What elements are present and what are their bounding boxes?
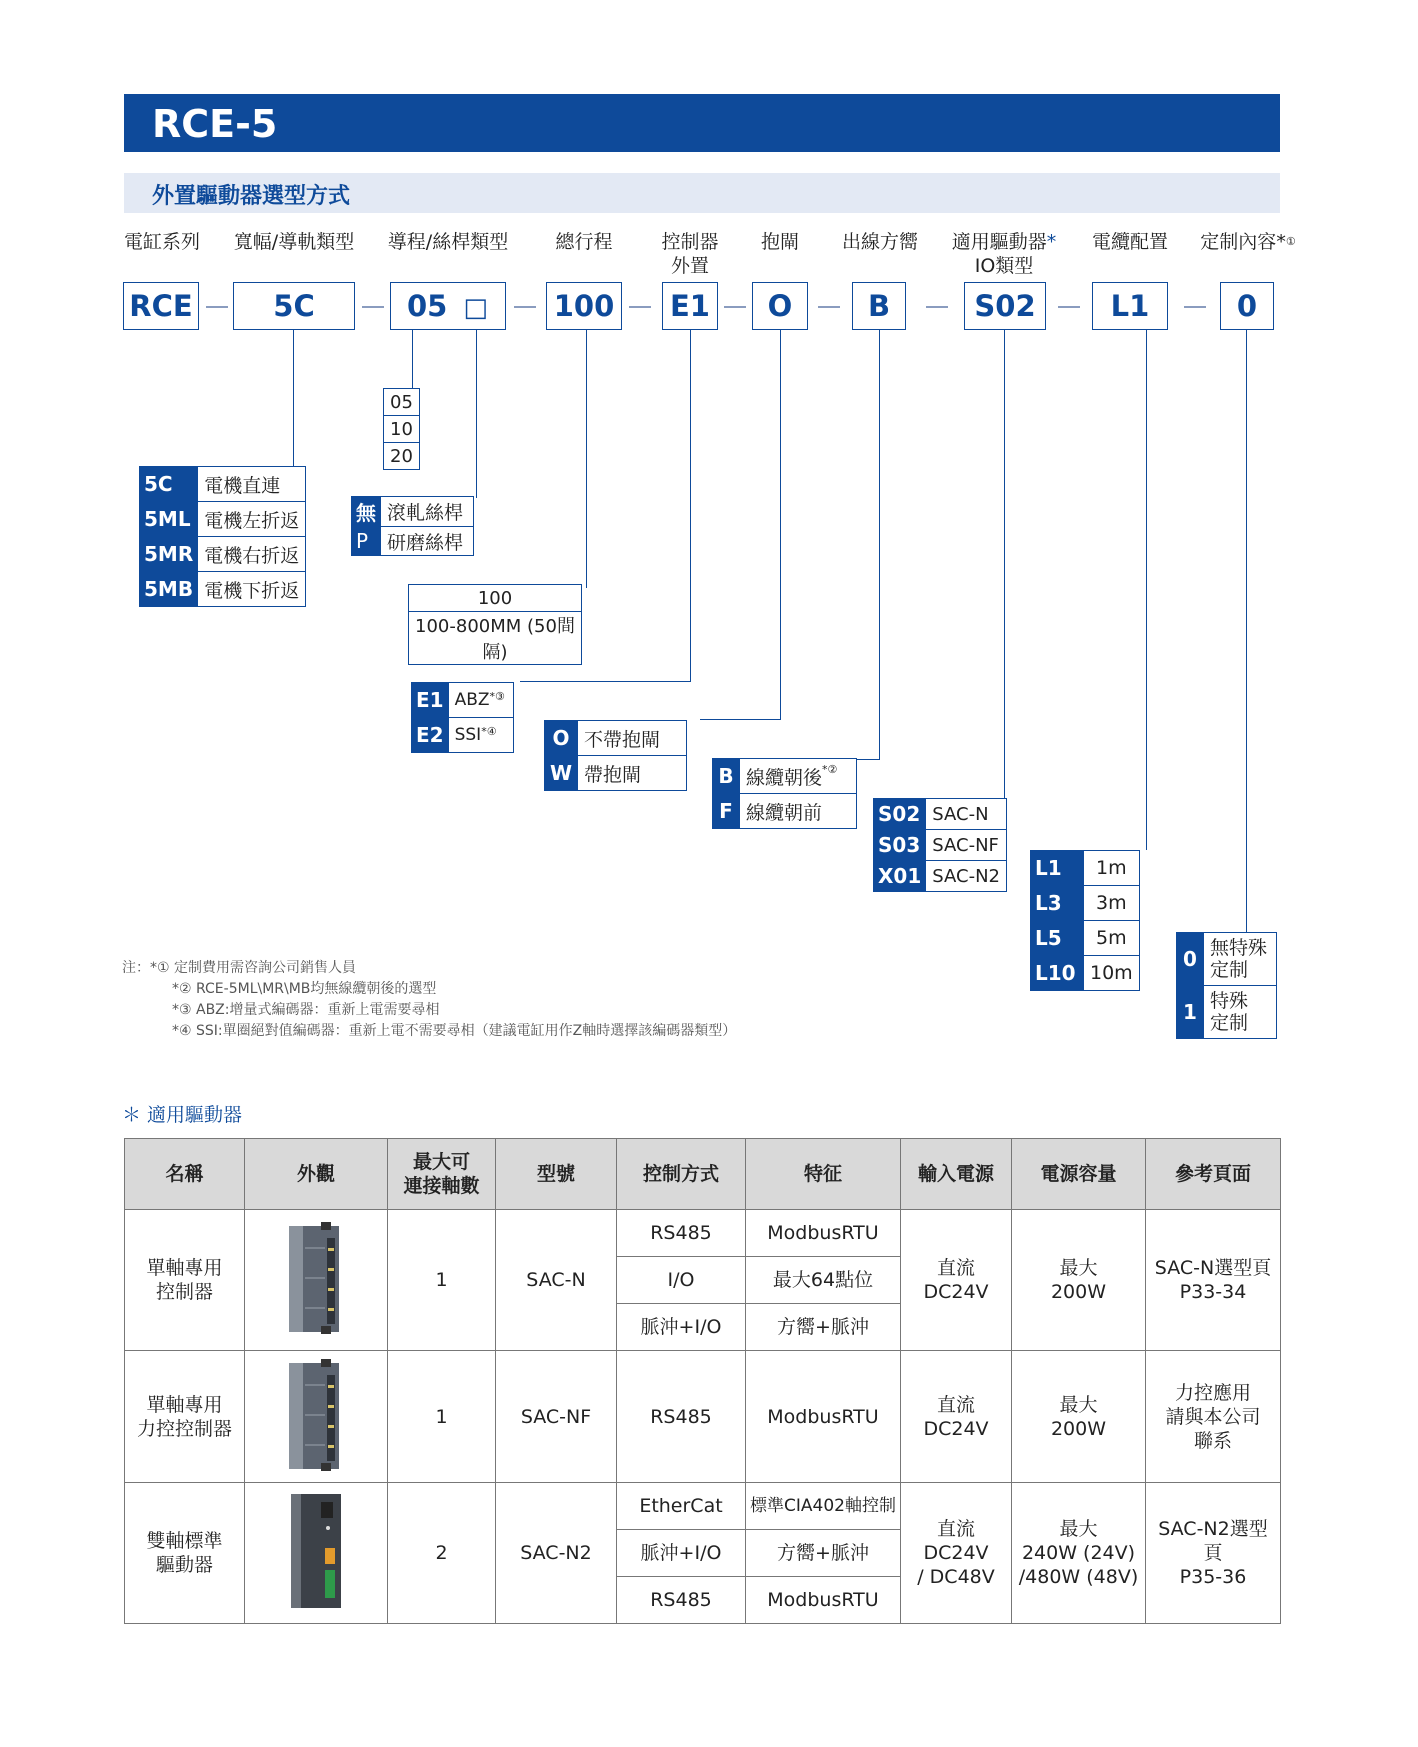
section-title: 外置驅動器選型方式 — [152, 184, 351, 209]
cable-dir-options-table — [712, 758, 857, 829]
option-code: L5 — [1031, 921, 1084, 956]
connector-line — [690, 330, 691, 682]
option-code: O — [545, 721, 578, 756]
model-cell: SAC-N — [496, 1210, 617, 1351]
col-header: 型號 — [496, 1139, 617, 1210]
header-custom-label: 定制內容 — [1200, 231, 1277, 253]
option-label: 電機右折返 — [198, 537, 306, 572]
connector-line — [780, 330, 781, 720]
option-label-cell — [448, 683, 513, 718]
feature-cell: 標準CIA402軸控制 — [746, 1483, 901, 1530]
option-code: W — [545, 756, 578, 791]
table-row — [125, 1483, 1281, 1530]
option-code: B — [713, 759, 740, 794]
code-brake: O — [752, 282, 808, 330]
option-label: 10m — [1084, 956, 1140, 991]
option-code: L1 — [1031, 851, 1084, 886]
option-row — [140, 537, 306, 572]
option-label-cell — [1204, 986, 1277, 1039]
code-encoder: E1 — [662, 282, 718, 330]
dash — [362, 306, 384, 308]
option-code: L10 — [1031, 956, 1084, 991]
control-cell: I/O — [617, 1257, 746, 1304]
driver-device-image — [281, 1488, 351, 1612]
model-cell: SAC-N2 — [496, 1483, 617, 1624]
option-label: 電機左折返 — [198, 502, 306, 537]
cell-line: 力控控制器 — [136, 1417, 232, 1440]
page-title: RCE-5 — [152, 102, 278, 146]
stroke-option: 100 — [409, 585, 582, 612]
option-label: 定制 — [1210, 1012, 1249, 1034]
note-line: *④ SSI:單圈絕對值編碼器：重新上電不需要尋相（建議電缸用作Z軸時選擇該編碼器類型） — [172, 1023, 737, 1039]
option-label-cell — [740, 759, 857, 794]
col-header-line: 最大可 — [412, 1151, 470, 1173]
cell-line: P33-34 — [1179, 1281, 1247, 1303]
feature-cell: ModbusRTU — [746, 1351, 901, 1483]
dash — [1184, 306, 1206, 308]
option-code: E1 — [412, 683, 449, 718]
option-label: 特殊 — [1210, 990, 1249, 1012]
note-line: *③ ABZ:增量式編碼器：重新上電需要尋相 — [172, 1002, 440, 1018]
option-label: 線纜朝後 — [746, 766, 823, 789]
power-cell — [901, 1483, 1012, 1624]
note-ref-mark: *④ — [481, 725, 497, 738]
col-header: 控制方式 — [617, 1139, 746, 1210]
option-code: 無 — [352, 497, 381, 527]
stroke-option: 100-800MM (50間隔) — [409, 612, 582, 665]
brake-options-table — [544, 720, 687, 791]
header-driver-line1: 適用驅動器 — [951, 231, 1047, 253]
option-label: 滾軋絲桿 — [381, 497, 474, 527]
cell-line: DC24V — [923, 1542, 989, 1564]
option-row — [140, 572, 306, 607]
header-driver — [946, 230, 1062, 278]
code-cable-len: L1 — [1092, 282, 1168, 330]
header-controller-line2: 外置 — [670, 255, 709, 277]
option-label: 5m — [1084, 921, 1140, 956]
header-series: 電缸系列 — [123, 231, 200, 253]
option-label-cell — [1204, 933, 1277, 986]
feature-cell: 方嚮+脈沖 — [746, 1304, 901, 1351]
cell-line: SAC-N2選型頁 — [1158, 1518, 1268, 1564]
cell-line: 最大 — [1059, 1393, 1098, 1416]
note-ref-mark: *② — [822, 762, 838, 776]
dash — [514, 306, 536, 308]
connector-line — [700, 719, 781, 720]
connector-line — [1146, 330, 1147, 850]
notes — [122, 958, 736, 1042]
screw-options-table — [351, 496, 474, 556]
code-cable-dir: B — [852, 282, 906, 330]
driver-options-table — [873, 798, 1007, 892]
option-label: 1m — [1084, 851, 1140, 886]
header-controller-line1: 控制器 — [661, 231, 719, 253]
width-options-table — [139, 466, 306, 607]
header-lead: 導程/絲桿類型 — [387, 231, 509, 253]
connector-line — [1004, 330, 1005, 814]
option-label: 帶抱閘 — [578, 756, 687, 791]
header-driver-line2: IO類型 — [974, 255, 1034, 277]
option-label: 研磨絲桿 — [381, 527, 474, 556]
dash — [818, 306, 840, 308]
feature-cell: ModbusRTU — [746, 1210, 901, 1257]
custom-options-table — [1176, 932, 1277, 1039]
connector-line — [412, 330, 413, 388]
control-cell: 脈沖+I/O — [617, 1530, 746, 1577]
option-row — [140, 467, 306, 502]
driver-section-label: ＊ 適用驅動器 — [122, 1104, 243, 1126]
name-cell — [125, 1210, 245, 1351]
dash — [926, 306, 948, 308]
feature-cell: 方嚮+脈沖 — [746, 1530, 901, 1577]
control-cell: EtherCat — [617, 1483, 746, 1530]
cell-line: 聯系 — [1193, 1429, 1232, 1452]
code-lead-value: 05 — [407, 289, 448, 323]
cell-line: 單軸專用 — [146, 1393, 223, 1416]
col-header-line: 連接軸數 — [403, 1175, 480, 1197]
lead-value: 10 — [384, 416, 420, 443]
asterisk-mark: * — [1276, 231, 1286, 253]
col-header: 外觀 — [245, 1139, 388, 1210]
encoder-options-table — [411, 682, 514, 753]
cell-line: P35-36 — [1179, 1566, 1247, 1588]
dash — [629, 306, 651, 308]
col-header: 輸入電源 — [901, 1139, 1012, 1210]
name-cell — [125, 1483, 245, 1624]
table-header-row — [125, 1139, 1281, 1210]
cell-line: 直流 — [936, 1257, 975, 1279]
page-cell — [1146, 1483, 1281, 1624]
page-cell — [1146, 1351, 1281, 1483]
option-label: SAC-N2 — [926, 861, 1007, 892]
connector-line — [293, 330, 294, 468]
cell-line: DC24V — [923, 1281, 989, 1303]
device-image-cell — [245, 1351, 388, 1483]
connector-line — [879, 330, 880, 760]
option-label-cell — [448, 718, 513, 753]
note-line: 注：*① 定制費用需咨詢公司銷售人員 — [122, 960, 357, 976]
option-label: SSI — [454, 725, 482, 745]
header-stroke: 總行程 — [555, 231, 613, 253]
cell-line: DC24V — [923, 1417, 989, 1440]
header-controller — [650, 230, 730, 278]
option-code: 0 — [1177, 933, 1204, 986]
option-code: 5ML — [140, 502, 198, 537]
lead-values-table — [383, 388, 420, 470]
code-series: RCE — [123, 282, 199, 330]
cell-line: / DC48V — [917, 1566, 995, 1588]
option-label: SAC-N — [926, 799, 1007, 830]
page-cell — [1146, 1210, 1281, 1351]
option-label: SAC-NF — [926, 830, 1007, 861]
dash — [724, 306, 746, 308]
power-cell — [901, 1351, 1012, 1483]
axes-cell: 1 — [388, 1351, 496, 1483]
connector-line — [520, 681, 691, 682]
option-row — [140, 502, 306, 537]
option-code: P — [352, 527, 381, 556]
lead-value: 05 — [384, 389, 420, 416]
code-lead — [390, 282, 506, 330]
option-label: ABZ — [454, 690, 490, 710]
code-driver: S02 — [964, 282, 1046, 330]
control-cell: RS485 — [617, 1577, 746, 1624]
option-code: 5MB — [140, 572, 198, 607]
option-code: 5C — [140, 467, 198, 502]
header-custom — [1196, 230, 1300, 254]
header-cable-dir: 出線方嚮 — [841, 231, 918, 253]
cell-line: 請與本公司 — [1165, 1405, 1261, 1428]
cell-line: 控制器 — [155, 1281, 213, 1303]
device-image-cell — [245, 1210, 388, 1351]
connector-line — [476, 330, 477, 498]
option-code: 1 — [1177, 986, 1204, 1039]
option-label: 線纜朝前 — [740, 794, 857, 829]
capacity-cell — [1012, 1351, 1146, 1483]
cable-options-table — [1030, 850, 1140, 991]
model-cell: SAC-NF — [496, 1351, 617, 1483]
option-code: S03 — [874, 830, 926, 861]
axes-cell: 2 — [388, 1483, 496, 1624]
connector-line — [1246, 330, 1247, 934]
option-label: 電機下折返 — [198, 572, 306, 607]
option-code: L3 — [1031, 886, 1084, 921]
cell-line: 單軸專用 — [146, 1257, 223, 1279]
control-cell: RS485 — [617, 1351, 746, 1483]
option-label: 無特殊 — [1210, 937, 1268, 959]
title-bar — [124, 94, 1280, 152]
cell-line: 直流 — [936, 1518, 975, 1540]
cell-line: 200W — [1050, 1417, 1107, 1440]
driver-device-image — [281, 1218, 351, 1336]
cell-line: 200W — [1050, 1281, 1107, 1303]
note-ref-mark: ① — [1285, 235, 1296, 248]
option-code: 5MR — [140, 537, 198, 572]
header-cable-cfg: 電纜配置 — [1091, 231, 1168, 253]
dash — [1058, 306, 1080, 308]
option-label: 不帶抱閘 — [578, 721, 687, 756]
control-cell: RS485 — [617, 1210, 746, 1257]
capacity-cell — [1012, 1483, 1146, 1624]
option-code: E2 — [412, 718, 449, 753]
power-cell — [901, 1210, 1012, 1351]
feature-cell: ModbusRTU — [746, 1577, 901, 1624]
axes-cell: 1 — [388, 1210, 496, 1351]
note-ref-mark: *③ — [489, 690, 505, 703]
option-code: S02 — [874, 799, 926, 830]
code-lead-box: □ — [463, 293, 488, 323]
table-row — [125, 1210, 1281, 1257]
option-code: X01 — [874, 861, 926, 892]
header-width: 寬幅/導軌類型 — [233, 231, 355, 253]
option-label: 3m — [1084, 886, 1140, 921]
col-header: 參考頁面 — [1146, 1139, 1281, 1210]
feature-cell: 最大64點位 — [746, 1257, 901, 1304]
cell-line: 力控應用 — [1174, 1381, 1251, 1404]
option-code: F — [713, 794, 740, 829]
code-custom: 0 — [1220, 282, 1274, 330]
table-row — [125, 1351, 1281, 1483]
cell-line: SAC-N選型頁 — [1154, 1257, 1272, 1279]
cell-line: 雙軸標準 — [146, 1530, 223, 1552]
stroke-options-table — [408, 584, 582, 665]
asterisk-mark: * — [1046, 231, 1057, 253]
header-brake: 抱閘 — [760, 231, 799, 253]
cell-line: 最大 — [1059, 1518, 1098, 1540]
cell-line: 240W (24V) — [1021, 1542, 1136, 1564]
cell-line: 驅動器 — [155, 1554, 213, 1576]
option-label: 電機直連 — [198, 467, 306, 502]
lead-value: 20 — [384, 443, 420, 470]
col-header: 電源容量 — [1012, 1139, 1146, 1210]
driver-device-image — [281, 1355, 351, 1473]
code-width: 5C — [233, 282, 355, 330]
cell-line: /480W (48V) — [1018, 1566, 1139, 1588]
col-header: 名稱 — [125, 1139, 245, 1210]
driver-table — [124, 1138, 1281, 1624]
connector-line — [586, 330, 587, 588]
capacity-cell — [1012, 1210, 1146, 1351]
col-header: 特征 — [746, 1139, 901, 1210]
code-stroke: 100 — [546, 282, 622, 330]
option-label: 定制 — [1210, 959, 1249, 981]
control-cell: 脈沖+I/O — [617, 1304, 746, 1351]
dash — [206, 306, 228, 308]
section-title-bar — [124, 173, 1280, 213]
note-line: *② RCE-5ML\MR\MB均無線纜朝後的選型 — [172, 981, 437, 997]
name-cell — [125, 1351, 245, 1483]
cell-line: 直流 — [936, 1393, 975, 1416]
device-image-cell — [245, 1483, 388, 1624]
cell-line: 最大 — [1059, 1257, 1098, 1279]
col-header — [388, 1139, 496, 1210]
